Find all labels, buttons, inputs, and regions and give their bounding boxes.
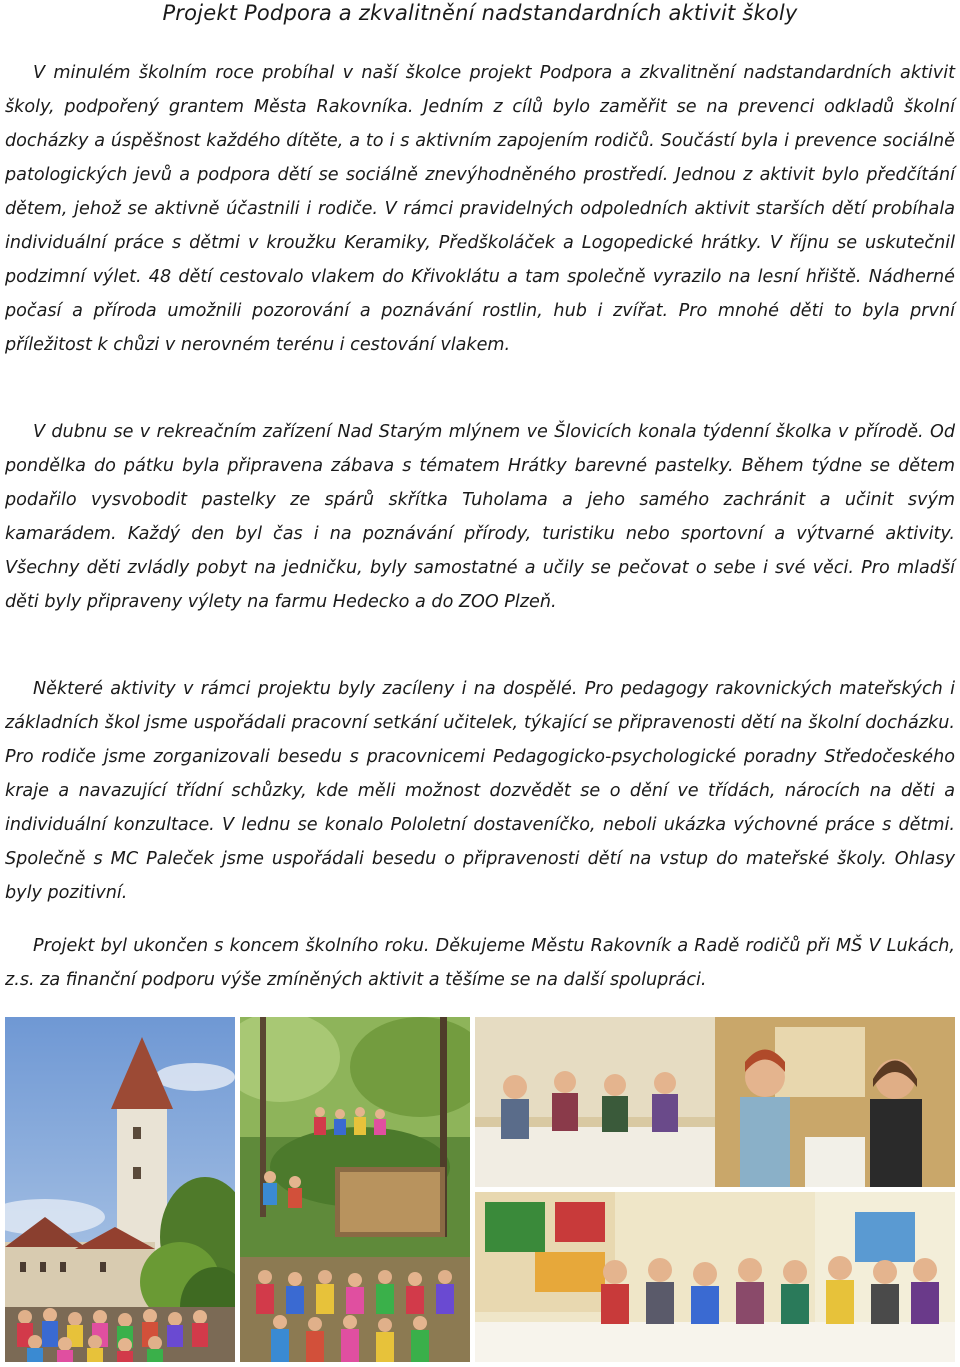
paragraph-nature-school: V dubnu se v rekreačním zařízení Nad Starým mlýnem ve Šlovicích konala týdenní školka v přírodě. Od pondělka do pátku byla připravena zábava s tématem Hrátky barevné pastelky. Během týdne se dětem podařilo vysvobodit pastelky ze spárů skřítka Tuholama a jeho samého zachránit a učinit svým kamarádem. Každý den byl čas i na poznávání přírody, turistiku nebo sportovní a výtvarné aktivity. Všechny děti zvládly pobyt na jedničku, byly samostatné a učily se pečovat o sebe i své věci. Pro mladší děti byly připraveny výlety na farmu Hedecko a do ZOO Plzeň. — [5, 422, 955, 612]
paragraph-adult-activities: Některé aktivity v rámci projektu byly zacíleny i na dospělé. Pro pedagogy rakovnických mateřských i základních škol jsme uspořádali pracovní setkání učitelek, týkající se připravenosti dětí na školní docházku. Pro rodiče jsme zorganizovali besedu s pracovnicemi Pedagogicko-psychologické poradny Středočeského kraje a navazující třídní schůzky, kde měli možnost dozvědět se o dění ve třídách, nárocích na děti a individuální konzultace. V lednu se konalo Pololetní dostaveníčko, neboli ukázka výchovné práce s dětmi. Společně s MC Paleček jsme uspořádali besedu o připravenosti dětí na vstup do mateřské školy. Ohlasy byly pozitivní. — [5, 679, 955, 903]
castle-photo — [5, 1017, 235, 1362]
paragraph-thanks: Projekt byl ukončen s koncem školního roku. Děkujeme Městu Rakovník a Radě rodičů při MŠ V Lukách, z.s. za finanční podporu výše zmíněných aktivit a těšíme se na další spolupráci. — [5, 936, 955, 990]
forest-children-photo — [240, 1017, 470, 1362]
meeting-photo-2 — [475, 1192, 955, 1362]
paragraph-autumn-trip: V minulém školním roce probíhal v naší školce projekt Podpora a zkvalitnění nadstandardních aktivit školy, podpořený grantem Města Rakovníka. Jedním z cílů bylo zaměřit se na prevenci odkladů školní docházky a úspěšnost každého dítěte, a to i s aktivním zapojením rodičů. Součástí byla i prevence sociálně patologických jevů a podpora dětí se sociálně znevýhodněného prostředí. Jednou z aktivit bylo předčítání dětem, jehož se aktivně účastnili i rodiče. V rámci pravidelných odpoledních aktivit starších dětí probíhala individuální práce s dětmi v kroužku Keramiky, Předškoláček a Logopedické hrátky. V říjnu se uskutečnil podzimní výlet. 48 dětí cestovalo vlakem do Křivoklátu a tam společně vyrazilo na lesní hřiště. Nádherné počasí a příroda umožnili pozorování a poznávání rostlin, hub i zvířat. Pro mnohé děti to byla první příležitost k chůzi v nerovném terénu i cestování vlakem. — [5, 63, 955, 355]
meeting-photo-1 — [475, 1017, 955, 1187]
document-title: Projekt Podpora a zkvalitnění nadstandardních aktivit školy — [162, 1, 798, 25]
